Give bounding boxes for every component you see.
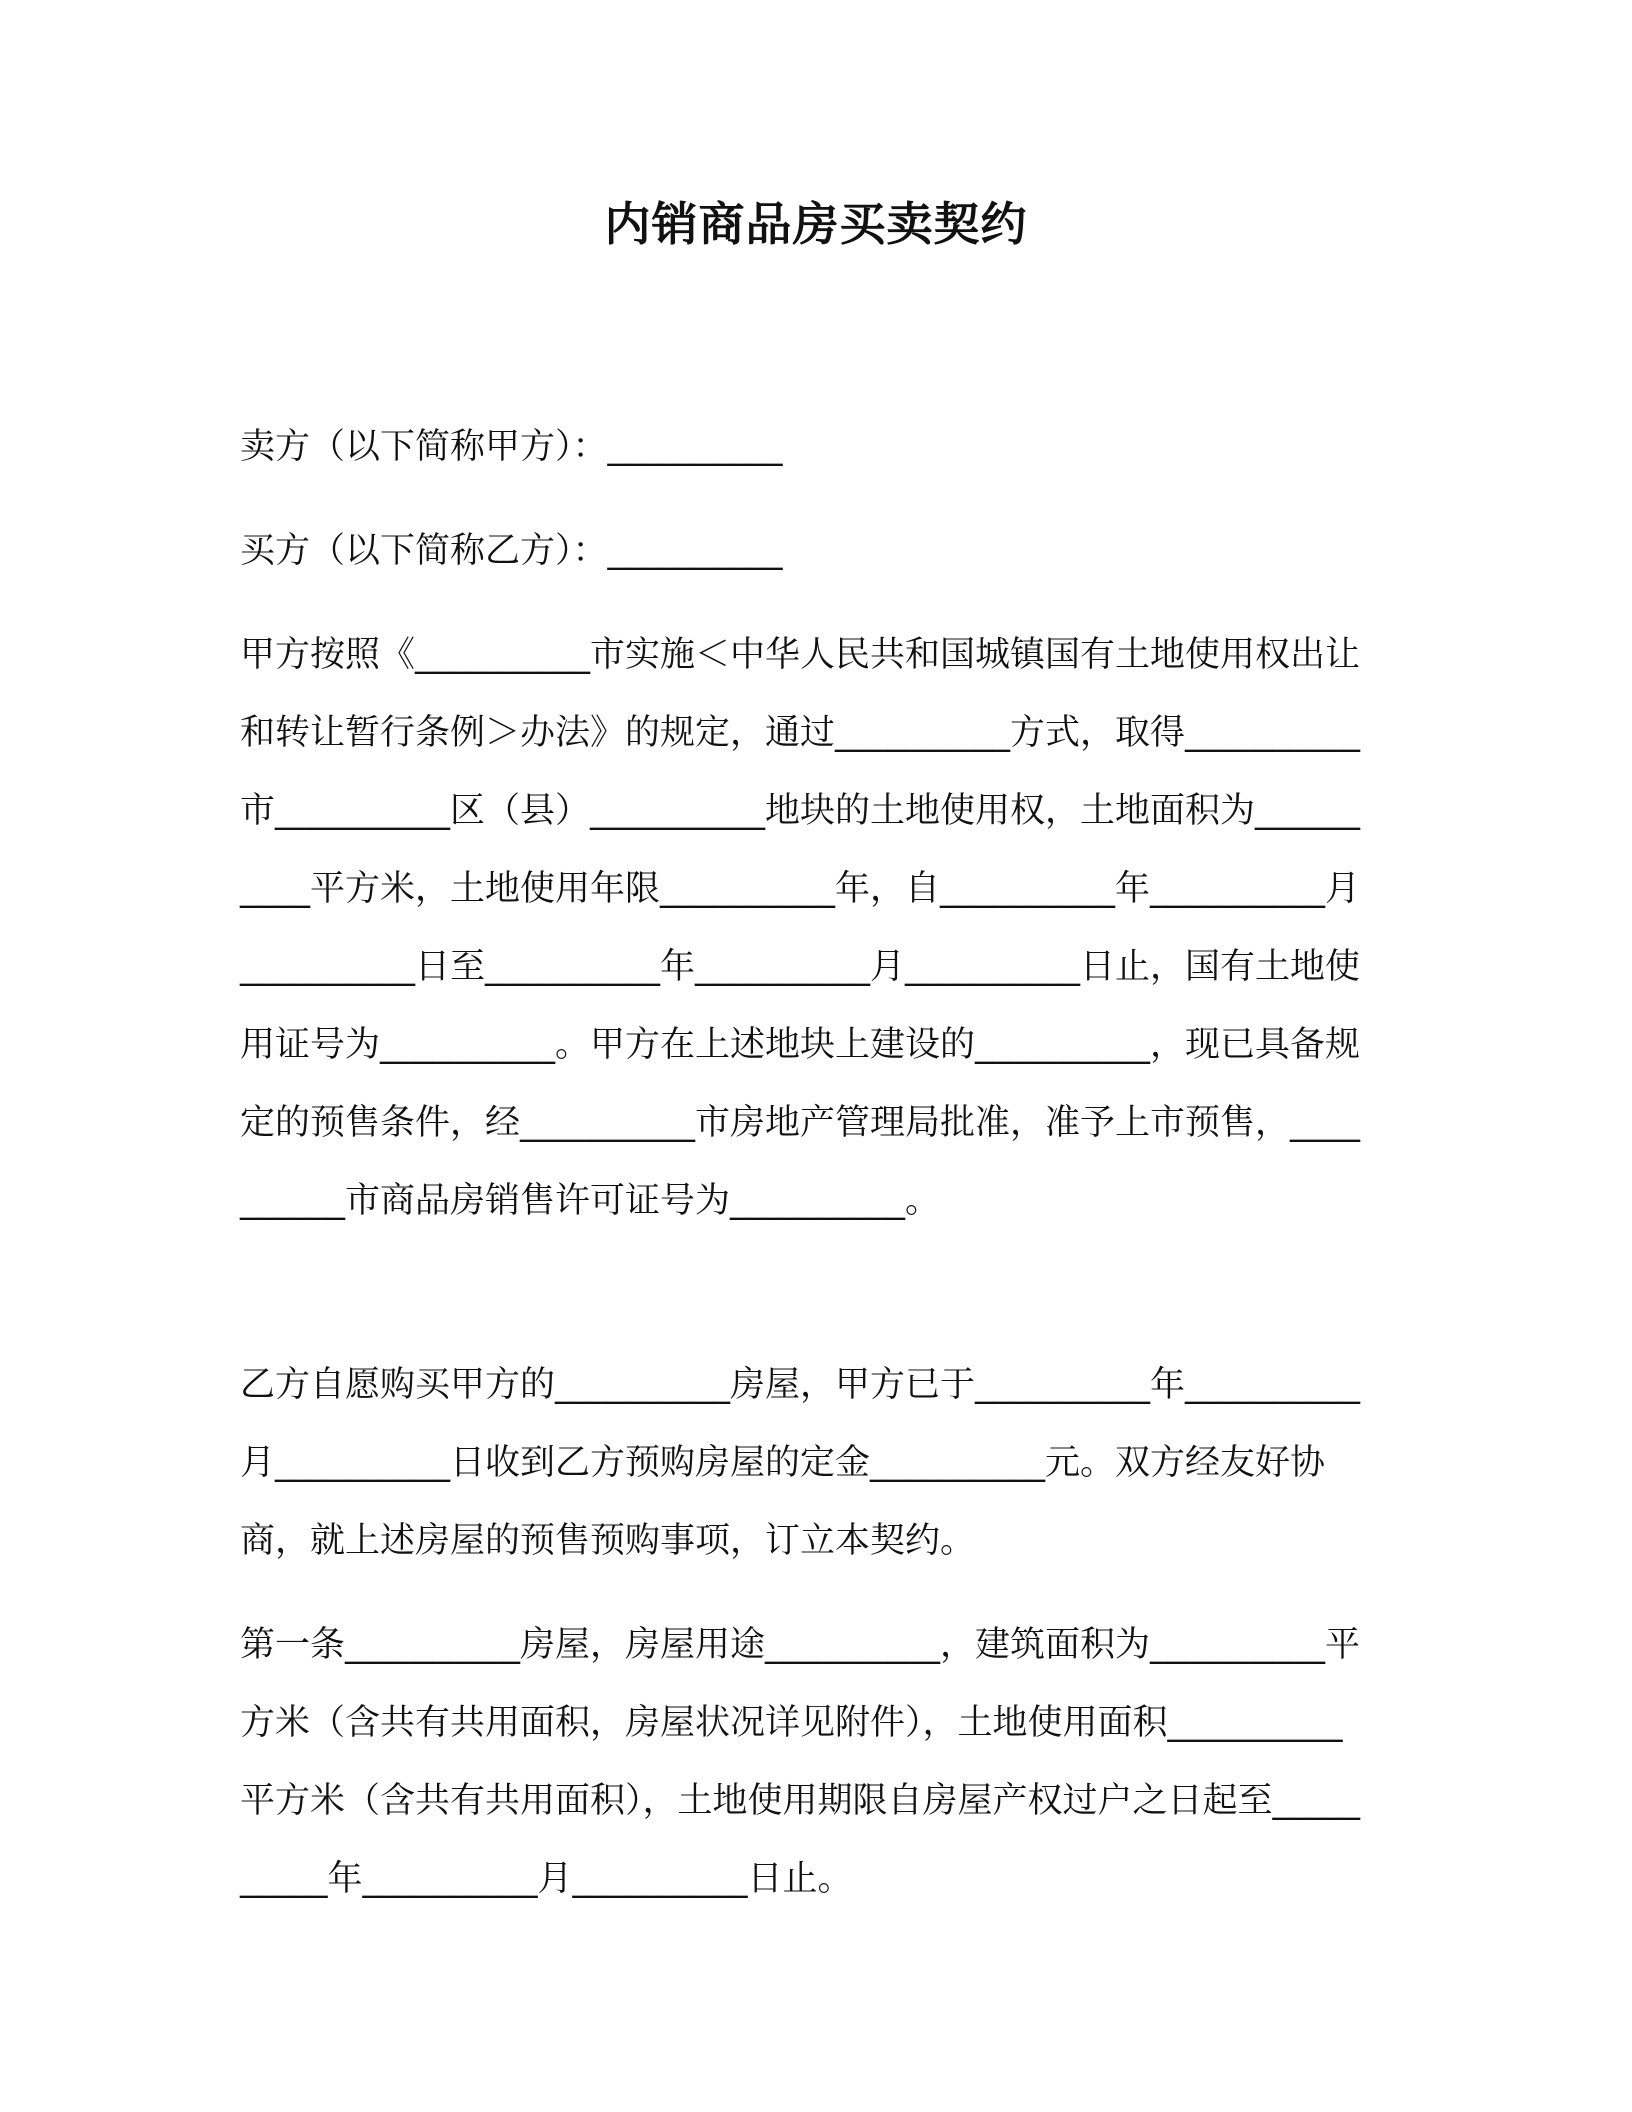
land-use-paragraph: 甲方按照《__________市实施＜中华人民共和国城镇国有土地使用权出让和转让暂行条例＞办法》的规定，通过__________方式，取得__________市__________区（县）__________地块的土地使用权，土地面积为__________平方米，土地使用年限__________年，自__________年__________月__________日至__________年__________月__________日止，国有土地使用证号为__________。甲方在上述地块上建设的__________，现已具备规定的预售条件，经__________市房地产管理局批准，准予上市预售，__________市商品房销售许可证号为__________。: [240, 635, 1361, 1221]
seller-line: 卖方（以下简称甲方）：__________: [240, 427, 783, 467]
purchase-paragraph: 乙方自愿购买甲方的__________房屋，甲方已于__________年__________月__________日收到乙方预购房屋的定金__________元。双方经友好协商，就上述房屋的预售预购事项，订立本契约。: [240, 1365, 1361, 1561]
document-title: 内销商品房买卖契约: [604, 197, 1028, 251]
article-one-paragraph: 第一条__________房屋，房屋用途__________，建筑面积为__________平方米（含共有共用面积，房屋状况详见附件），土地使用面积__________平方米（含共有共用面积），土地使用期限自房屋产权过户之日起至__________年__________月__________日止。: [240, 1625, 1361, 1899]
buyer-line: 买方（以下简称乙方）：__________: [240, 531, 783, 571]
